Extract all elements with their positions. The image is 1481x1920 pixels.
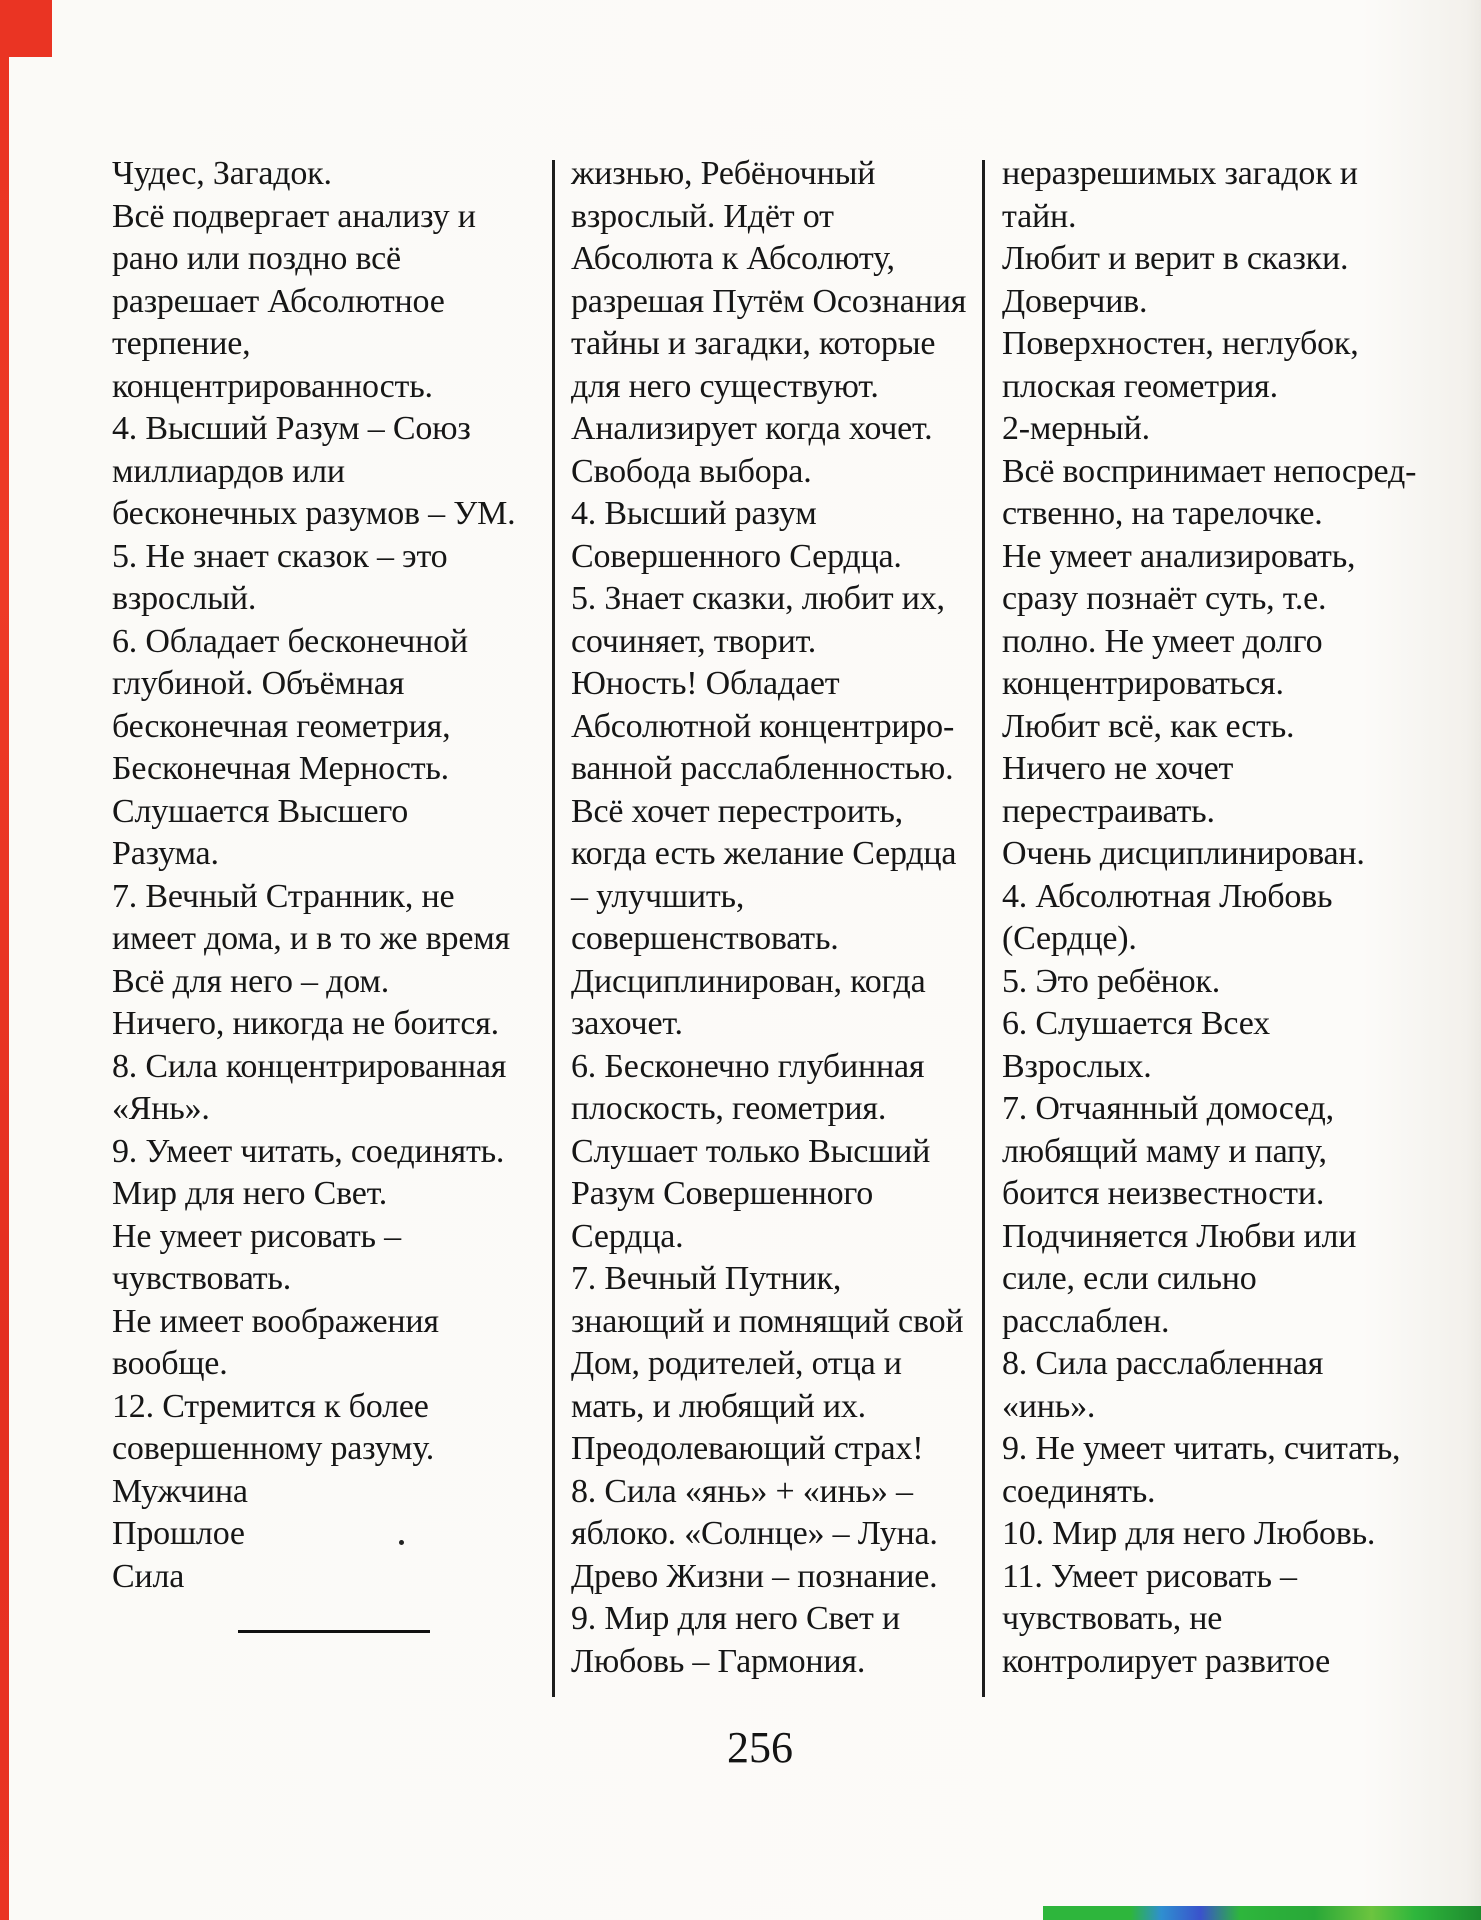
column-divider-right: [982, 160, 985, 1697]
text-line: 8. Сила расслабленная: [1002, 1345, 1324, 1382]
text-line: Всё подвергает анализу и: [112, 197, 476, 235]
text-line: 9. Не умеет читать, считать,: [1002, 1430, 1401, 1467]
text-line: взрослый.: [112, 580, 257, 617]
text-line: концентрированность.: [112, 367, 433, 405]
text-line: 2-мерный.: [1002, 410, 1150, 447]
text-line: – улучшить,: [571, 877, 745, 915]
text-line: Сила: [112, 1557, 185, 1595]
text-line: 11. Умеет рисовать –: [1002, 1557, 1297, 1595]
text-line: для него существуют.: [571, 367, 879, 405]
text-line: Прошлое: [112, 1515, 245, 1552]
text-line: 5. Это ребёнок.: [1002, 962, 1221, 1000]
text-line: 10. Мир для него Любовь.: [1002, 1515, 1376, 1552]
text-line: знающий и помнящий свой: [571, 1302, 964, 1340]
text-line: Разума.: [112, 835, 219, 872]
text-line: тайн.: [1002, 197, 1077, 235]
text-line: 4. Высший разум: [571, 495, 817, 532]
text-line: Дисциплинирован, когда: [571, 962, 926, 1000]
text-line: рано или поздно всё: [112, 240, 401, 277]
text-line: 6. Бесконечно глубинная: [571, 1047, 925, 1085]
text-line: 5. Не знает сказок – это: [112, 537, 448, 575]
text-line: чувствовать.: [112, 1260, 292, 1297]
text-column-middle: [571, 153, 996, 1683]
stray-ink-dot: [399, 1540, 404, 1545]
text-line: Совершенного Сердца.: [571, 537, 902, 575]
text-line: жизнью, Ребёночный: [571, 155, 876, 192]
scan-artifact-color-strip: [1043, 1906, 1481, 1920]
text-line: сочиняет, творит.: [571, 622, 817, 660]
text-line: соединять.: [1002, 1472, 1156, 1510]
text-line: Любовь – Гармония.: [571, 1642, 866, 1680]
text-line: терпение,: [112, 325, 251, 362]
text-line: 7. Вечный Путник,: [571, 1260, 842, 1297]
text-line: 9. Мир для него Свет и: [571, 1600, 900, 1637]
text-line: Сердца.: [571, 1217, 684, 1255]
text-line: разрешая Путём Осознания: [571, 282, 967, 320]
text-line: Мужчина: [112, 1472, 248, 1510]
text-line: Абсолюта к Абсолюту,: [571, 240, 895, 277]
text-line: Дом, родителей, отца и: [571, 1345, 902, 1382]
text-line: Не имеет воображения: [112, 1302, 439, 1340]
text-line: бесконечная геометрия,: [112, 707, 451, 745]
text-line: «Янь».: [112, 1090, 210, 1127]
text-line: ванной расслабленностью.: [571, 750, 954, 787]
text-line: Разум Совершенного: [571, 1175, 874, 1212]
text-line: любящий маму и папу,: [1002, 1132, 1327, 1170]
text-column-left: [112, 153, 552, 1598]
text-line: тайны и загадки, которые: [571, 325, 936, 362]
text-line: 8. Сила концентрированная: [112, 1047, 507, 1085]
text-line: яблоко. «Солнце» – Луна.: [571, 1515, 938, 1552]
text-line: концентрироваться.: [1002, 665, 1284, 702]
text-line: 4. Абсолютная Любовь: [1002, 877, 1333, 915]
text-line: Преодолевающий страх!: [571, 1430, 924, 1467]
text-line: чувствовать, не: [1002, 1600, 1223, 1637]
text-line: Не умеет анализировать,: [1002, 537, 1356, 575]
text-line: Абсолютной концентриро-: [571, 707, 955, 745]
text-line: Бесконечная Мерность.: [112, 750, 449, 787]
text-line: мать, и любящий их.: [571, 1387, 866, 1425]
text-line: 9. Умеет читать, соединять.: [112, 1132, 505, 1170]
text-line: Доверчив.: [1002, 282, 1148, 320]
text-line: 8. Сила «янь» + «инь» –: [571, 1472, 913, 1510]
text-line: Анализирует когда хочет.: [571, 410, 933, 447]
text-line: Не умеет рисовать –: [112, 1217, 401, 1255]
footnote-rule: [238, 1630, 430, 1633]
text-line: полно. Не умеет долго: [1002, 622, 1323, 660]
text-line: Слушается Высшего: [112, 792, 409, 830]
text-line: Ничего, никогда не боится.: [112, 1005, 499, 1042]
text-line: Ничего не хочет: [1002, 750, 1234, 787]
text-line: плоская геометрия.: [1002, 367, 1278, 405]
text-line: 7. Вечный Странник, не: [112, 877, 455, 915]
text-line: ственно, на тарелочке.: [1002, 495, 1323, 532]
text-line: бесконечных разумов – УМ.: [112, 495, 516, 532]
text-line: Поверхностен, неглубок,: [1002, 325, 1359, 362]
text-line: взрослый. Идёт от: [571, 197, 834, 235]
text-line: (Сердце).: [1002, 920, 1137, 957]
text-line: 7. Отчаянный домосед,: [1002, 1090, 1334, 1127]
column-divider-left: [552, 160, 555, 1697]
text-line: Любит всё, как есть.: [1002, 707, 1295, 745]
text-line: 5. Знает сказки, любит их,: [571, 580, 945, 617]
text-line: Слушает только Высший: [571, 1132, 931, 1170]
scan-artifact-red-stripe: [0, 0, 9, 1920]
text-line: Всё хочет перестроить,: [571, 792, 903, 830]
text-line: расслаблен.: [1002, 1302, 1170, 1340]
text-line: боится неизвестности.: [1002, 1175, 1325, 1212]
text-line: перестраивать.: [1002, 792, 1215, 830]
text-line: Всё воспринимает непосред-: [1002, 452, 1417, 490]
text-line: Чудес, Загадок.: [112, 155, 332, 192]
text-line: неразрешимых загадок и: [1002, 155, 1358, 192]
text-line: 4. Высший Разум – Союз: [112, 410, 471, 447]
text-line: разрешает Абсолютное: [112, 282, 445, 320]
text-line: Всё для него – дом.: [112, 962, 390, 1000]
text-line: совершенному разуму.: [112, 1430, 435, 1467]
text-line: Мир для него Свет.: [112, 1175, 388, 1212]
text-line: силе, если сильно: [1002, 1260, 1257, 1297]
scan-artifact-red-square: [0, 0, 52, 57]
text-line: Свобода выбора.: [571, 452, 812, 490]
text-line: совершенствовать.: [571, 920, 839, 957]
text-line: когда есть желание Сердца: [571, 835, 957, 872]
text-line: Древо Жизни – познание.: [571, 1557, 938, 1595]
text-column-right: [1002, 153, 1442, 1683]
text-line: Подчиняется Любви или: [1002, 1217, 1357, 1255]
text-line: имеет дома, и в то же время: [112, 920, 510, 957]
text-line: 6. Слушается Всех: [1002, 1005, 1270, 1042]
text-line: сразу познаёт суть, т.е.: [1002, 580, 1327, 617]
text-line: глубиной. Объёмная: [112, 665, 405, 702]
text-line: «инь».: [1002, 1387, 1096, 1425]
text-line: миллиардов или: [112, 452, 345, 490]
text-line: 12. Стремится к более: [112, 1387, 429, 1425]
text-line: 6. Обладает бесконечной: [112, 622, 468, 660]
text-line: Очень дисциплинирован.: [1002, 835, 1365, 872]
text-line: Любит и верит в сказки.: [1002, 240, 1349, 277]
page-number: 256: [727, 1723, 793, 1772]
text-line: Взрослых.: [1002, 1047, 1152, 1085]
text-line: Юность! Обладает: [571, 665, 840, 702]
text-line: контролирует развитое: [1002, 1642, 1331, 1680]
text-line: плоскость, геометрия.: [571, 1090, 887, 1127]
text-line: захочет.: [571, 1005, 683, 1042]
text-line: вообще.: [112, 1345, 228, 1382]
